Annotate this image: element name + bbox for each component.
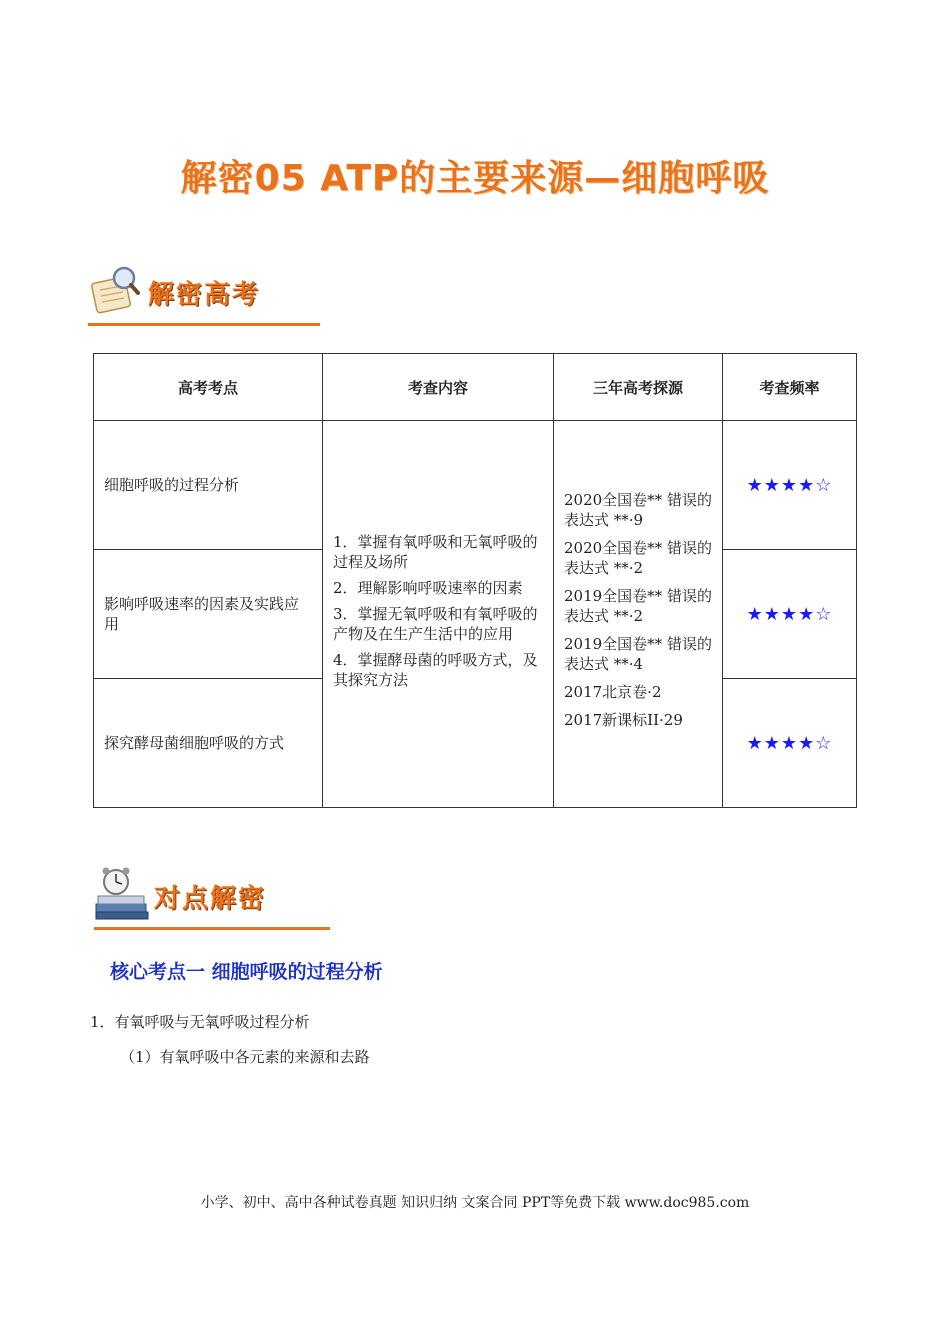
source-cell (554, 421, 723, 808)
source-item: 2017北京卷·2 (564, 683, 662, 701)
exam-point-cell: 影响呼吸速率的因素及实践应用 (94, 550, 323, 679)
source-item: 2019全国卷** 错误的表达式 **·2 (564, 587, 712, 625)
frequency-stars: ★★★★☆ (723, 679, 857, 808)
header-exam-point: 高考考点 (94, 354, 323, 421)
content-cell (323, 421, 554, 808)
frequency-stars: ★★★★☆ (723, 550, 857, 679)
banner-underline (88, 323, 320, 326)
table-header-row (94, 354, 857, 421)
page-title: 解密05 ATP的主要来源—细胞呼吸 (180, 158, 770, 199)
core-point-heading: 核心考点一 细胞呼吸的过程分析 (110, 961, 383, 983)
content-item: 2．理解影响呼吸速率的因素 (333, 579, 523, 597)
banner-label: 对点解密 (154, 884, 267, 914)
header-content: 考查内容 (323, 354, 554, 421)
paragraph: （1）有氧呼吸中各元素的来源和去路 (120, 1048, 370, 1066)
banner-underline (94, 927, 330, 930)
footer-text: 小学、初中、高中各种试卷真题 知识归纳 文案合同 PPT等免费下载 www.doc985.com (200, 1195, 750, 1211)
source-item: 2019全国卷** 错误的表达式 **·4 (564, 635, 712, 673)
source-item: 2017新课标II·29 (564, 711, 683, 729)
table-row (94, 421, 857, 550)
section-banner-exam (88, 262, 320, 326)
header-source: 三年高考探源 (554, 354, 723, 421)
content-item: 3．掌握无氧呼吸和有氧呼吸的产物及在生产生活中的应用 (333, 605, 538, 643)
frequency-stars: ★★★★☆ (723, 421, 857, 550)
paragraph: 1．有氧呼吸与无氧呼吸过程分析 (90, 1013, 310, 1031)
exam-table (93, 353, 857, 808)
content-item: 1．掌握有氧呼吸和无氧呼吸的过程及场所 (333, 533, 538, 571)
source-item: 2020全国卷** 错误的表达式 **·9 (564, 491, 712, 529)
source-item: 2020全国卷** 错误的表达式 **·2 (564, 539, 712, 577)
alarm-clock-books-icon (94, 866, 150, 922)
exam-point-cell: 探究酵母菌细胞呼吸的方式 (94, 679, 323, 808)
content-item: 4．掌握酵母菌的呼吸方式，及其探究方法 (333, 651, 538, 689)
banner-label: 解密高考 (148, 280, 261, 310)
exam-point-cell: 细胞呼吸的过程分析 (94, 421, 323, 550)
magnifier-notebook-icon (88, 262, 144, 318)
header-frequency: 考查频率 (723, 354, 857, 421)
section-banner-points (94, 866, 330, 930)
